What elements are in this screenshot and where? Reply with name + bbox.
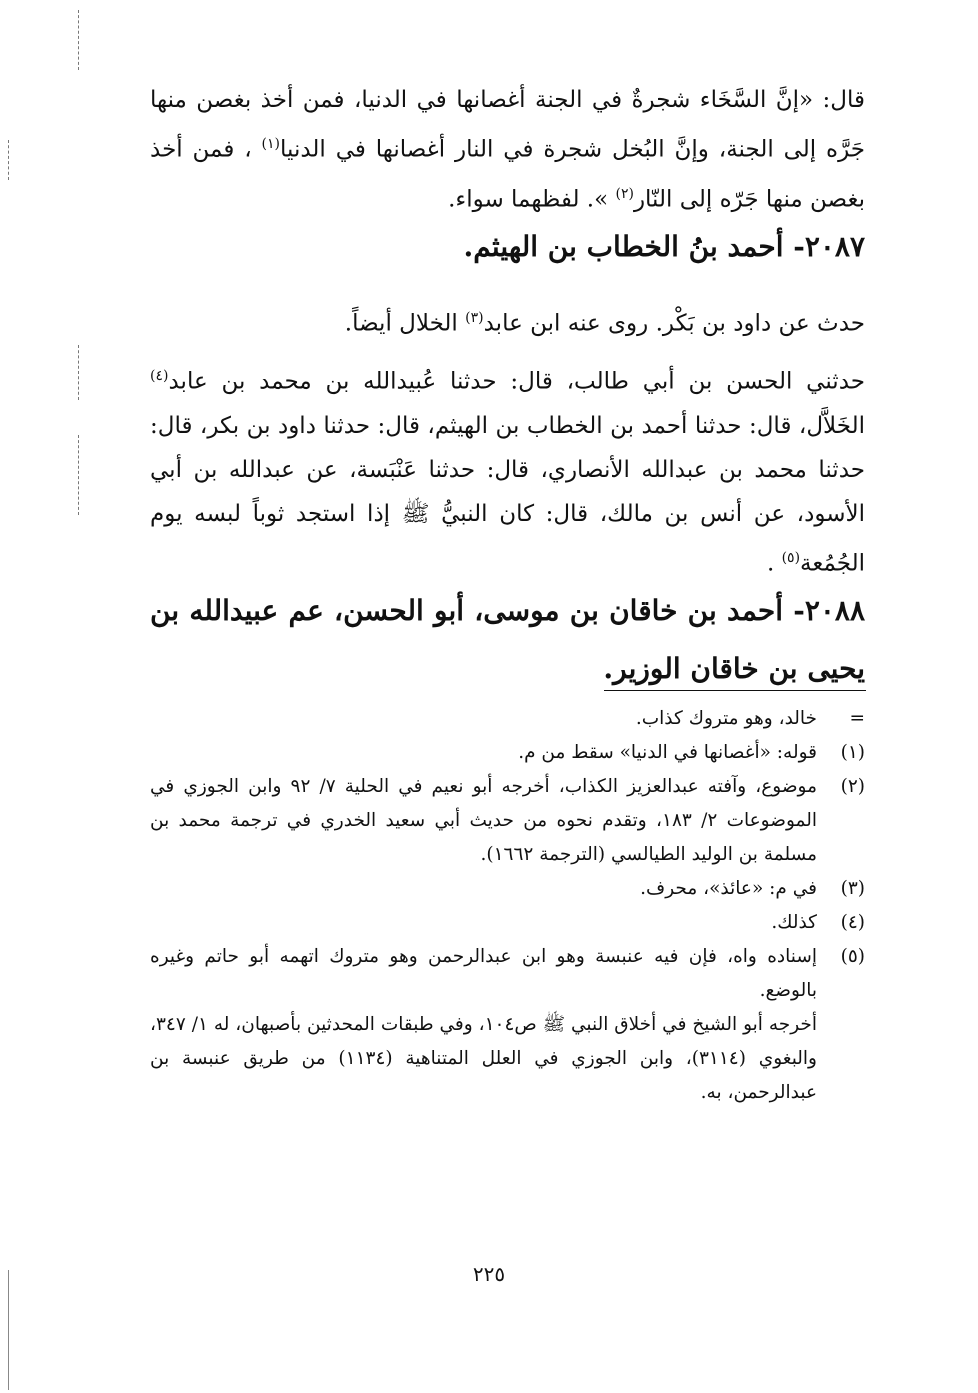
entry-2087-p2-body: الخَلاَّل، قال: حدثنا أحمد بن الخطاب بن الهيثم، قال: حدثنا داود بن بكر، قال: حدثنا محمد بن عبدالله الأنصاري، قال: حدثنا عَنْبَسة، عن عبدالله بن أبي الأسود، عن أنس بن مالك، قال: كان النبيُّ ﷺ إذا استجد ثوباً لبسه يوم الجُمُعة <box>150 412 865 577</box>
footnote-mark: (١) <box>840 742 865 763</box>
footnote-text: موضوع، وآفته عبدالعزيز الكذاب، أخرجه أبو نعيم في الحلية ٧/ ٩٢ وابن الجوزي في الموضوعات ٢/ ١٨٣، وتقدم نحوه من حديث أبي سعيد الخدري في ترجمة محمد بن مسلمة بن الوليد الطيالسي (الترجمة ١٦٦٢). <box>150 776 817 865</box>
footnote-1 <box>150 736 865 770</box>
footnote-ref-3[interactable]: (٣) <box>465 310 484 326</box>
entry-2087-p2-text: حدثني الحسن بن أبي طالب، قال: حدثنا عُبيدالله بن محمد بن عابد <box>168 368 865 395</box>
intro-line-3-tail: ». لفظهما سواء. <box>448 186 609 213</box>
footnote-5-continuation: أخرجه أبو الشيخ في أخلاق النبي ﷺ ص١٠٤، وفي طبقات المحدثين بأصبهان، له ١/ ٣٤٧، والبغوي (٣١١٤)، وابن الجوزي في العلل المتناهية (١١٣٤) من طريق عنبسة بن عبدالرحمن، به. <box>150 1014 817 1103</box>
intro-line-3: منها جَرّه إلى النّار <box>633 186 803 213</box>
footnote-mark: (٥) <box>840 946 865 967</box>
footnote-text: في م: «عائذ»، محرف. <box>640 878 817 899</box>
entry-2087-heading: ٢٠٨٧- أحمد بنُ الخطاب بن الهيثم. <box>463 230 865 263</box>
footnote-divider <box>604 690 866 691</box>
footnote-3 <box>150 872 865 906</box>
entry-2087-p1-tail: الخلال أيضاً. <box>344 310 458 337</box>
footnote-mark: (٤) <box>840 912 865 933</box>
intro-line-1: قال: «إنَّ السَّخَاء شجرةٌ في الجنة أغصانها في الدنيا، فمن أخذ بغصن منها جَرَّه <box>150 87 866 163</box>
footnote-mark: (٣) <box>840 878 865 899</box>
entry-2087-paragraph-2 <box>150 354 865 585</box>
footnote-text: قوله: «أغصانها في الدنيا» سقط من م. <box>518 742 817 763</box>
scan-mark <box>78 345 79 400</box>
intro-paragraph <box>150 78 865 221</box>
entry-2087-p2-end: . <box>766 550 775 577</box>
scan-mark <box>8 140 9 180</box>
footnote-carry-mark: = <box>849 708 865 729</box>
footnote-text: إسناده واه، فإن فيه عنبسة وهو ابن عبدالرحمن وهو متروك اتهمه أبو حاتم وغيره بالوضع. <box>150 946 817 1001</box>
footnotes <box>150 702 865 1110</box>
entry-2087-p1-text: حدث عن داود بن بَكْر. روى عنه ابن عابد <box>483 310 865 337</box>
entry-2088 <box>150 582 865 698</box>
intro-line-2: إلى الجنة، وإنَّ البُخل شجرة في النار أغصانها في الدنيا <box>280 136 817 163</box>
footnote-ref-4[interactable]: (٤) <box>150 368 169 384</box>
scan-mark <box>78 10 79 70</box>
footnote-4 <box>150 906 865 940</box>
footnote-ref-2[interactable]: (٢) <box>615 185 634 202</box>
footnote-text: كذلك. <box>771 912 817 933</box>
footnote-carry-text: خالد، وهو متروك كذاب. <box>635 708 817 729</box>
footnote-ref-1[interactable]: (١) <box>261 136 280 152</box>
footnote-5 <box>150 940 865 1008</box>
footnote-ref-5[interactable]: (٥) <box>781 549 801 566</box>
footnote-2 <box>150 770 865 872</box>
scan-mark <box>78 435 79 515</box>
entry-2088-heading: ٢٠٨٨- أحمد بن خاقان بن موسى، أبو الحسن، عم عبيدالله بن يحيى بن خاقان الوزير. <box>150 594 865 685</box>
entry-2087 <box>150 222 865 272</box>
entry-2087-paragraph-1 <box>150 296 865 346</box>
intro-line-2-tail: ، فمن أخذ بغصن <box>150 136 865 213</box>
footnote-mark: (٢) <box>840 776 865 797</box>
scan-mark <box>8 1270 9 1390</box>
footnote-carry <box>150 702 865 736</box>
page-number: ٢٢٥ <box>472 1262 506 1286</box>
